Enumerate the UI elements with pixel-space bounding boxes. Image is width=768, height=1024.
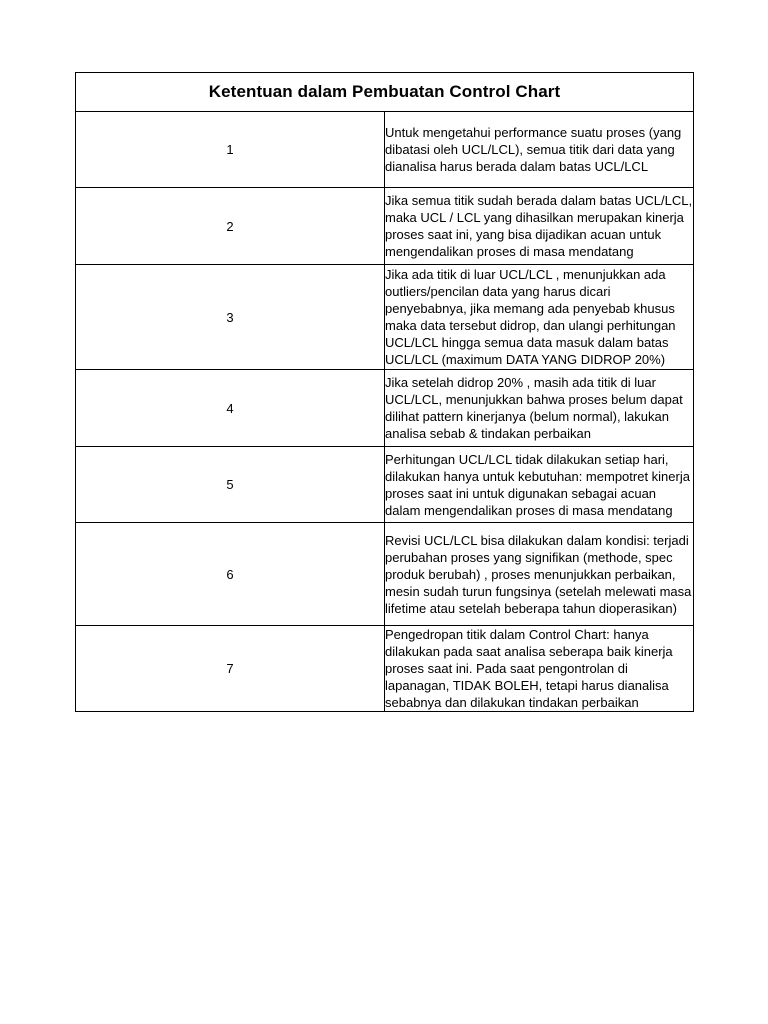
- row-number: 5: [76, 447, 385, 523]
- table-row: [76, 447, 694, 523]
- row-text: Untuk mengetahui performance suatu proses (yang dibatasi oleh UCL/LCL), semua titik dari data yang dianalisa harus berada dalam batas UCL/LCL: [385, 112, 694, 188]
- table-row: [76, 523, 694, 626]
- table-row: [76, 112, 694, 188]
- table-row: [76, 265, 694, 370]
- table-row: [76, 626, 694, 712]
- table-title: Ketentuan dalam Pembuatan Control Chart: [76, 73, 694, 112]
- row-number: 6: [76, 523, 385, 626]
- table-row: [76, 188, 694, 265]
- row-number: 7: [76, 626, 385, 712]
- row-text: Revisi UCL/LCL bisa dilakukan dalam kondisi: terjadi perubahan proses yang signifikan (methode, spec produk berubah) , proses menunjukkan perbaikan, mesin sudah turun fungsinya (setelah melewati masa lifetime atau setelah beberapa tahun dioperasikan): [385, 523, 694, 626]
- row-number: 3: [76, 265, 385, 370]
- row-text: Perhitungan UCL/LCL tidak dilakukan setiap hari, dilakukan hanya untuk kebutuhan: mempotret kinerja proses saat ini untuk digunakan sebagai acuan dalam mengendalikan proses di masa mendatang: [385, 447, 694, 523]
- row-number: 1: [76, 112, 385, 188]
- row-number: 2: [76, 188, 385, 265]
- row-number: 4: [76, 370, 385, 447]
- title-row: [76, 73, 694, 112]
- row-text: Jika setelah didrop 20% , masih ada titik di luar UCL/LCL, menunjukkan bahwa proses belum dapat dilihat pattern kinerjanya (belum normal), lakukan analisa sebab & tindakan perbaikan: [385, 370, 694, 447]
- row-text: Jika ada titik di luar UCL/LCL , menunjukkan ada outliers/pencilan data yang harus dicari penyebabnya, jika memang ada penyebab khusus maka data tersebut didrop, dan ulangi perhitungan UCL/LCL hingga semua data masuk dalam batas UCL/LCL (maximum DATA YANG DIDROP 20%): [385, 265, 694, 370]
- row-text: Pengedropan titik dalam Control Chart: hanya dilakukan pada saat analisa seberapa baik kinerja proses saat ini. Pada saat pengontrolan di lapanagan, TIDAK BOLEH, tetapi harus dianalisa sebabnya dan dilakukan tindakan perbaikan: [385, 626, 694, 712]
- table-row: [76, 370, 694, 447]
- row-text: Jika semua titik sudah berada dalam batas UCL/LCL, maka UCL / LCL yang dihasilkan merupakan kinerja proses saat ini, yang bisa dijadikan acuan untuk mengendalikan proses di masa mendatang: [385, 188, 694, 265]
- rules-table: [75, 72, 694, 712]
